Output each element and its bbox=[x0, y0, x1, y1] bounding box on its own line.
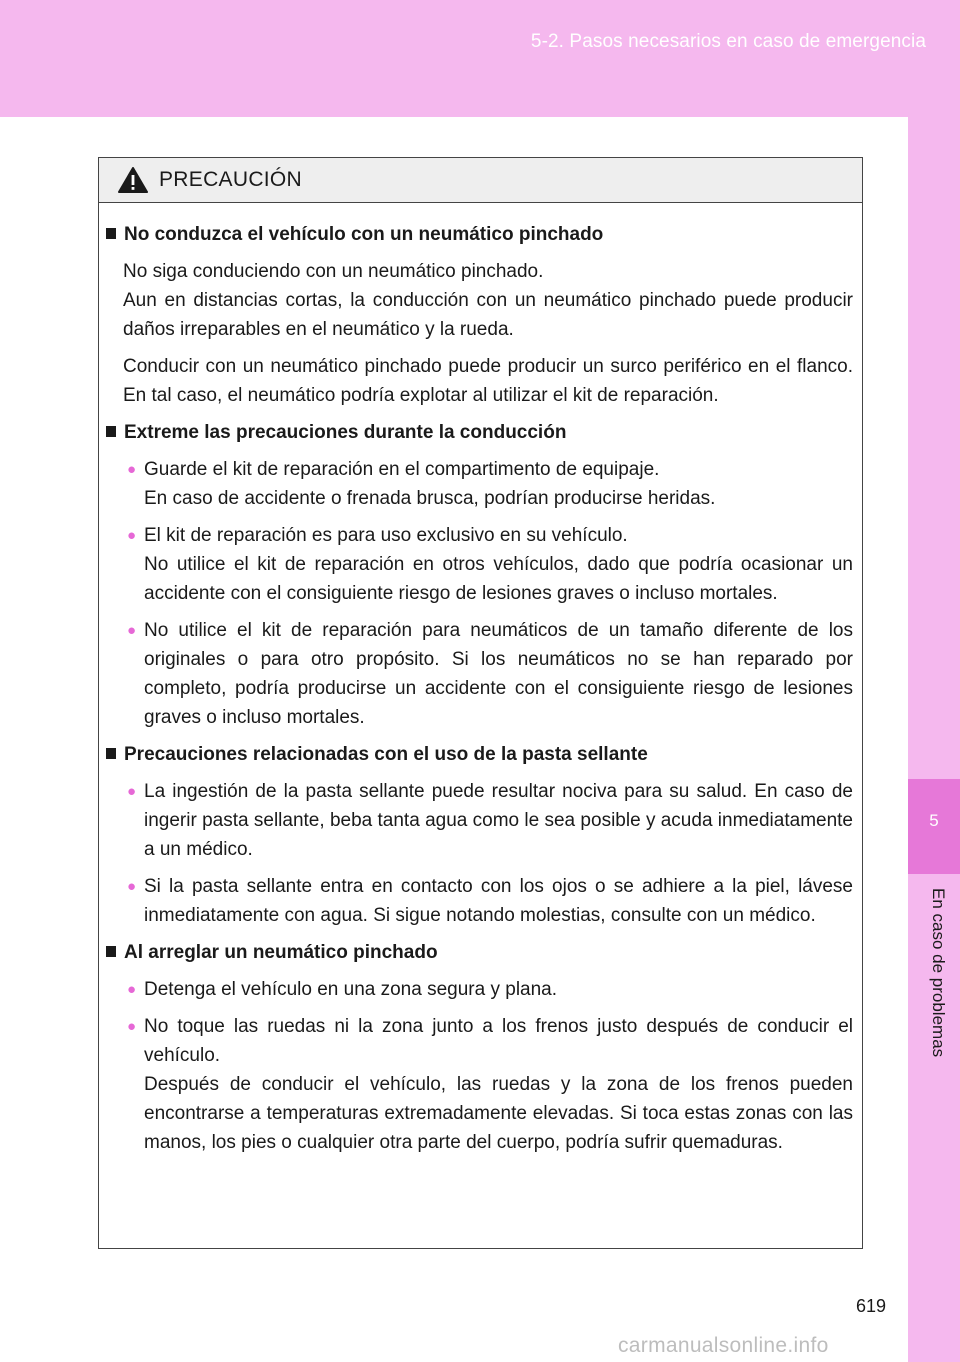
watermark: carmanualsonline.info bbox=[618, 1334, 829, 1357]
header-bar bbox=[0, 0, 960, 117]
square-bullet-icon bbox=[106, 426, 116, 437]
caution-header bbox=[99, 158, 862, 203]
round-bullet-icon: ● bbox=[127, 527, 137, 544]
paragraph: No siga conduciendo con un neumático pinchado. bbox=[123, 261, 544, 282]
caution-box bbox=[98, 157, 863, 1249]
list-item: ● Si la pasta sellante entra en contacto con los ojos o se adhiere a la piel, lávese inmediatamente con agua. Si sigue notando molestias, consulte con un médico. bbox=[106, 872, 853, 930]
page-number: 619 bbox=[856, 1296, 887, 1316]
list-item: ● Guarde el kit de reparación en el compartimento de equipaje. En caso de accidente o frenada brusca, podrían producirse heridas. bbox=[106, 455, 853, 513]
round-bullet-icon: ● bbox=[127, 622, 137, 639]
square-bullet-icon bbox=[106, 748, 116, 759]
chapter-number: 5 bbox=[908, 779, 960, 874]
section-heading: Precauciones relacionadas con el uso de la pasta sellante bbox=[106, 740, 853, 769]
warning-triangle-icon bbox=[117, 166, 149, 194]
chapter-label: En caso de problemas bbox=[929, 888, 948, 1058]
section-heading: No conduzca el vehículo con un neumático pinchado bbox=[106, 220, 853, 249]
section-heading: Extreme las precauciones durante la conducción bbox=[106, 418, 853, 447]
paragraph: Aun en distancias cortas, la conducción con un neumático pinchado puede producir daños irreparables en el neumático y la rueda. bbox=[123, 290, 853, 340]
round-bullet-icon: ● bbox=[127, 981, 137, 998]
list-item: ● No utilice el kit de reparación para neumáticos de un tamaño diferente de los originales o para otro propósito. Si los neumáticos no se han reparado por completo, podría producirse un accidente con el consiguiente riesgo de lesiones graves o incluso mortales. bbox=[106, 616, 853, 732]
list-item: ● Detenga el vehículo en una zona segura y plana. bbox=[106, 975, 853, 1004]
section-heading: Al arreglar un neumático pinchado bbox=[106, 938, 853, 967]
side-tab bbox=[908, 117, 960, 1362]
list-item: ● No toque las ruedas ni la zona junto a los frenos justo después de conducir el vehículo. Después de conducir el vehículo, las ruedas y la zona de los frenos pueden encontrarse a temperaturas extremadamente elevadas. Si toca estas zonas con las manos, los pies o cualquier otra parte del cuerpo, podría sufrir quemaduras. bbox=[106, 1012, 853, 1157]
caution-title: PRECAUCIÓN bbox=[159, 168, 303, 191]
round-bullet-icon: ● bbox=[127, 461, 137, 478]
list-item: ● El kit de reparación es para uso exclusivo en su vehículo. No utilice el kit de reparación en otros vehículos, dado que podría ocasionar un accidente con el consiguiente riesgo de lesiones graves o incluso mortales. bbox=[106, 521, 853, 608]
caution-body bbox=[99, 203, 862, 1157]
round-bullet-icon: ● bbox=[127, 1018, 137, 1035]
paragraph: Conducir con un neumático pinchado puede producir un surco periférico en el flanco. En tal caso, el neumático podría explotar al utilizar el kit de reparación. bbox=[123, 356, 853, 406]
list-item: ● La ingestión de la pasta sellante puede resultar nociva para su salud. En caso de ingerir pasta sellante, beba tanta agua como le sea posible y acuda inmediatamente a un médico. bbox=[106, 777, 853, 864]
round-bullet-icon: ● bbox=[127, 878, 137, 895]
square-bullet-icon bbox=[106, 946, 116, 957]
section-title: 5-2. Pasos necesarios en caso de emergencia bbox=[530, 31, 926, 52]
round-bullet-icon: ● bbox=[127, 783, 137, 800]
square-bullet-icon bbox=[106, 228, 116, 239]
